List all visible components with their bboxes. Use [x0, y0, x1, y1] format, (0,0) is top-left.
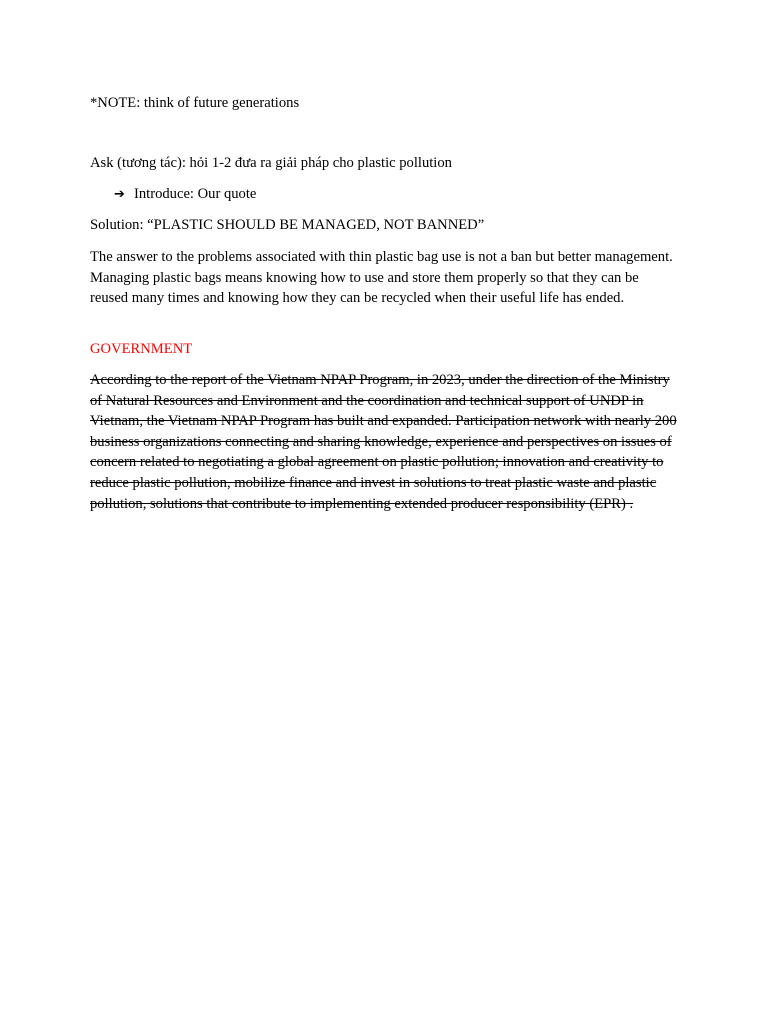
government-heading: GOVERNMENT: [90, 341, 193, 357]
right-arrow-icon: ➔: [114, 187, 125, 202]
management-paragraph: The answer to the problems associated with thin plastic bag use is not a ban but better management. Managing plastic bags means knowing how to use and store them properly so that they can be reused many times and knowing how they can be recycled when their useful life has ended.: [90, 249, 673, 307]
government-struck-paragraph: According to the report of the Vietnam NPAP Program, in 2023, under the direction of the Ministry of Natural Resources and Environment and the coordination and technical support of UNDP in Vietnam, the Vietnam NPAP Program has built and expanded. Participation network with nearly 200 business organizations connecting and sharing knowledge, experience and perspectives on issues of concern related to negotiating a global agreement on plastic pollution; innovation and creativity to reduce plastic pollution, mobilize finance and invest in solutions to treat plastic waste and plastic pollution, solutions that contribute to implementing extended producer responsibility (EPR) .: [90, 372, 677, 512]
ask-line: Ask (tương tác): hỏi 1-2 đưa ra giải pháp cho plastic pollution: [90, 155, 452, 171]
note-line: *NOTE: think of future generations: [90, 95, 300, 111]
bullet-text: Introduce: Our quote: [134, 186, 257, 202]
bullet-item: [114, 184, 256, 205]
solution-line: Solution: “PLASTIC SHOULD BE MANAGED, NOT BANNED”: [90, 217, 485, 233]
